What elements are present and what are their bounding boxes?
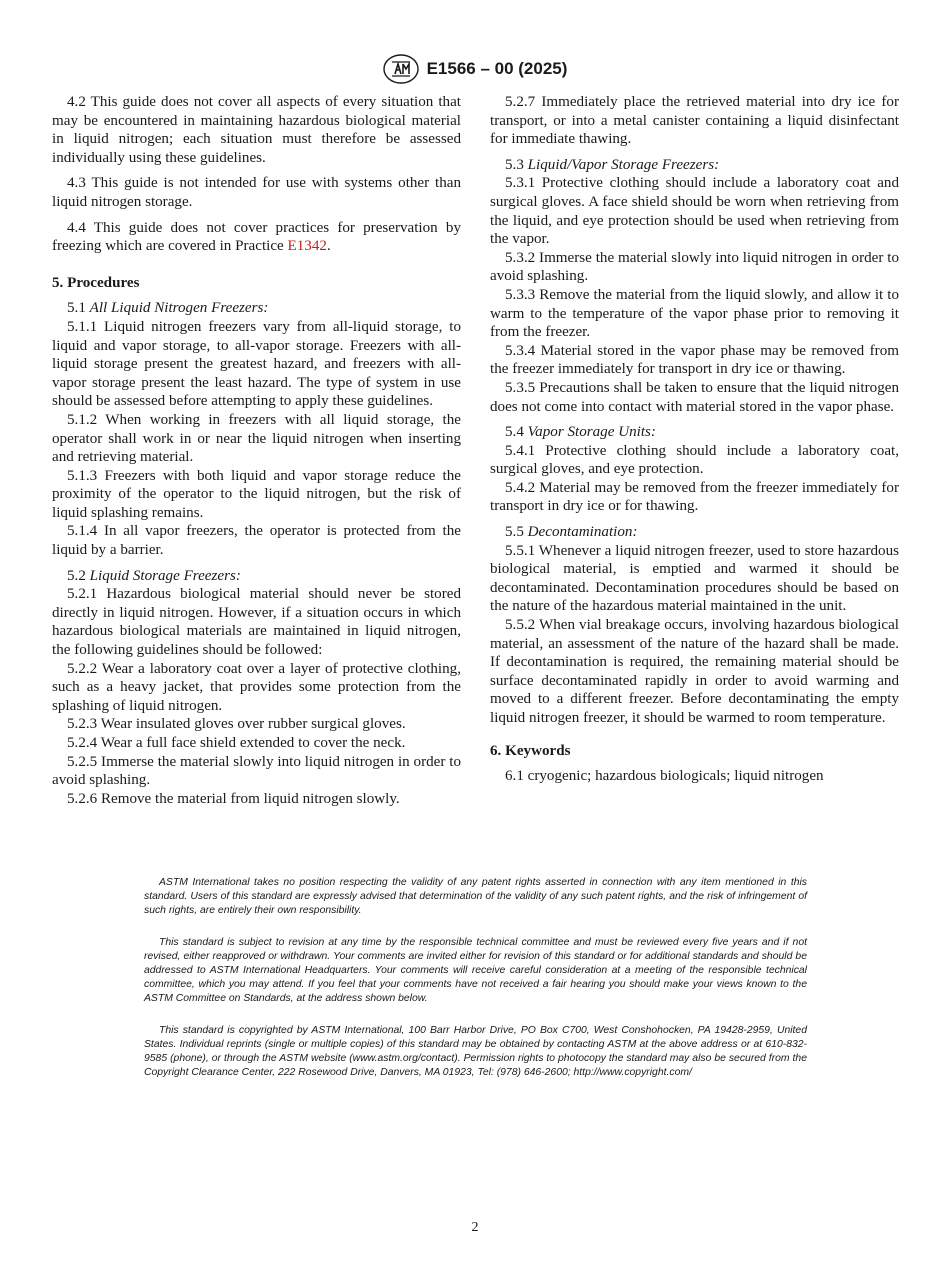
- paragraph-5-1-4: 5.1.4 In all vapor freezers, the operator is protected from the liquid by a barrier.: [52, 523, 461, 559]
- paragraph-5-2-3: 5.2.3 Wear insulated gloves over rubber surgical gloves.: [67, 716, 406, 733]
- section-5-heading: 5. Procedures: [52, 274, 140, 291]
- paragraph-5-4-1: 5.4.1 Protective clothing should include a laboratory coat, surgical gloves, and eye protection.: [490, 442, 899, 478]
- paragraph-5-1-2: 5.1.2 When working in freezers with all liquid storage, the operator shall work in or near the liquid nitrogen when inserting and retrieving material.: [52, 411, 461, 466]
- paragraph-4-4: 4.4 This guide does not cover practices for preservation by freezing which are covered in Practice E1342.: [52, 219, 461, 255]
- paragraph-5-3: 5.3 Liquid/Vapor Storage Freezers:: [505, 156, 720, 173]
- patent-notice: ASTM International takes no position respecting the validity of any patent rights asserted in connection with any item mentioned in this standard. Users of this standard are expressly advised that determination of the validity of any such patent rights, and the risk of infringement of such rights, are entirely their own responsibility.: [144, 877, 807, 916]
- paragraph-5-2-6: 5.2.6 Remove the material from liquid nitrogen slowly.: [67, 790, 400, 807]
- paragraph-5-5: 5.5 Decontamination:: [505, 524, 638, 541]
- paragraph-5-1: 5.1 All Liquid Nitrogen Freezers:: [67, 300, 269, 317]
- paragraph-5-2: 5.2 Liquid Storage Freezers:: [67, 567, 241, 584]
- paragraph-5-3-5: 5.3.5 Precautions shall be taken to ensure that the liquid nitrogen does not come into contact with material stored in the vapor phase.: [490, 379, 899, 415]
- paragraph-5-3-1: 5.3.1 Protective clothing should include a laboratory coat and surgical gloves. A face shield should be worn when retrieving from the liquid, and eye protection should be used when retrieving from the vapor.: [490, 175, 899, 248]
- paragraph-5-2-1: 5.2.1 Hazardous biological material should never be stored directly in liquid nitrogen. However, if a situation occurs in which hazardous biological materials are maintained in liquid nitrogen, the following guidelines should be followed:: [52, 586, 461, 659]
- paragraph-4-3: 4.3 This guide is not intended for use with systems other than liquid nitrogen storage.: [52, 175, 461, 210]
- paragraph-5-3-2: 5.3.2 Immerse the material slowly into liquid nitrogen in order to avoid splashing.: [490, 249, 899, 285]
- paragraph-5-2-2: 5.2.2 Wear a laboratory coat over a layer of protective clothing, such as a heavy jacket, that provides some protection from the splashing of liquid nitrogen.: [52, 660, 461, 714]
- document-designation: E1566 – 00 (2025): [426, 59, 568, 78]
- paragraph-6-1: 6.1 cryogenic; hazardous biologicals; liquid nitrogen: [505, 768, 824, 785]
- paragraph-5-1-1: 5.1.1 Liquid nitrogen freezers vary from all-liquid storage, to liquid and vapor storage, to all-vapor storage. Freezers with all-liquid storage present the greatest hazard, and freezers with all-vapor storage present the least hazard. The type of system in use should be assessed before attempting to apply these guidelines.: [52, 318, 461, 410]
- section-6-heading: 6. Keywords: [490, 742, 571, 759]
- paragraph-5-3-4: 5.3.4 Material stored in the vapor phase may be removed from the freezer immediately for transport in dry ice or thawing.: [490, 342, 899, 378]
- left-column: [52, 93, 461, 808]
- page-header: [0, 54, 950, 84]
- paragraph-5-3-3: 5.3.3 Remove the material from the liquid slowly, and allow it to warm to the temperature of the vapor phase prior to removing it from the freezer.: [490, 286, 899, 341]
- page-number: 2: [471, 1220, 479, 1235]
- astm-logo-icon: [383, 54, 419, 84]
- practice-e1342-link[interactable]: E1342: [287, 238, 327, 255]
- paragraph-5-4: 5.4 Vapor Storage Units:: [505, 424, 656, 441]
- paragraph-5-5-1: 5.5.1 Whenever a liquid nitrogen freezer, used to store hazardous biological material, is emptied and warmed it should be decontaminated. Decontamination procedures should be based on the nature of the hazardous material maintained in the unit.: [490, 542, 899, 615]
- paragraph-5-4-2: 5.4.2 Material may be removed from the freezer immediately for transport in dry ice or for thawing.: [490, 479, 899, 515]
- paragraph-5-2-4: 5.2.4 Wear a full face shield extended to cover the neck.: [67, 735, 406, 751]
- paragraph-4-2: 4.2 This guide does not cover all aspects of every situation that may be encountered in maintaining hazardous biological material in liquid nitrogen; each situation must therefore be assessed individually using these guidelines.: [52, 94, 461, 166]
- paragraph-5-2-5: 5.2.5 Immerse the material slowly into liquid nitrogen in order to avoid splashing.: [52, 753, 461, 789]
- paragraph-5-2-7: 5.2.7 Immediately place the retrieved material into dry ice for transport, or into a metal canister containing a liquid disinfectant for immediate thawing.: [490, 94, 899, 148]
- revision-notice: This standard is subject to revision at any time by the responsible technical committee and must be reviewed every five years and if not revised, either reapproved or withdrawn. Your comments are invited either for revision of this standard or for additional standards and should be addressed to ASTM International Headquarters. Your comments will receive careful consideration at a meeting of the responsible technical committee, which you may attend. If you feel that your comments have not received a fair hearing you should make your views known to the ASTM Committee on Standards, at the address shown below.: [144, 937, 807, 1004]
- copyright-notice: This standard is copyrighted by ASTM International, 100 Barr Harbor Drive, PO Box C700, West Conshohocken, PA 19428-2959, United States. Individual reprints (single or multiple copies) of this standard may be obtained by contacting ASTM at the above address or at 610-832-9585 (phone), or through the ASTM website (www.astm.org/contact). Permission rights to photocopy the standard may also be secured from the Copyright Clearance Center, 222 Rosewood Drive, Danvers, MA 01923, Tel: (978) 646-2600; http://www.copyright.com/: [144, 1025, 807, 1078]
- paragraph-5-5-2: 5.5.2 When vial breakage occurs, involving hazardous biological material, an assessment of the nature of the hazard shall be made. If decontamination is required, the remaining material should be surface decontaminated rapidly in order to avoid warming and moved to a different freezer. Before decontaminating the empty liquid nitrogen freezer, it should be warmed to room temperature.: [490, 617, 899, 726]
- right-column: [490, 93, 899, 786]
- paragraph-5-1-3: 5.1.3 Freezers with both liquid and vapor storage reduce the proximity of the operator to the liquid nitrogen, but the risk of liquid splashing remains.: [52, 467, 461, 521]
